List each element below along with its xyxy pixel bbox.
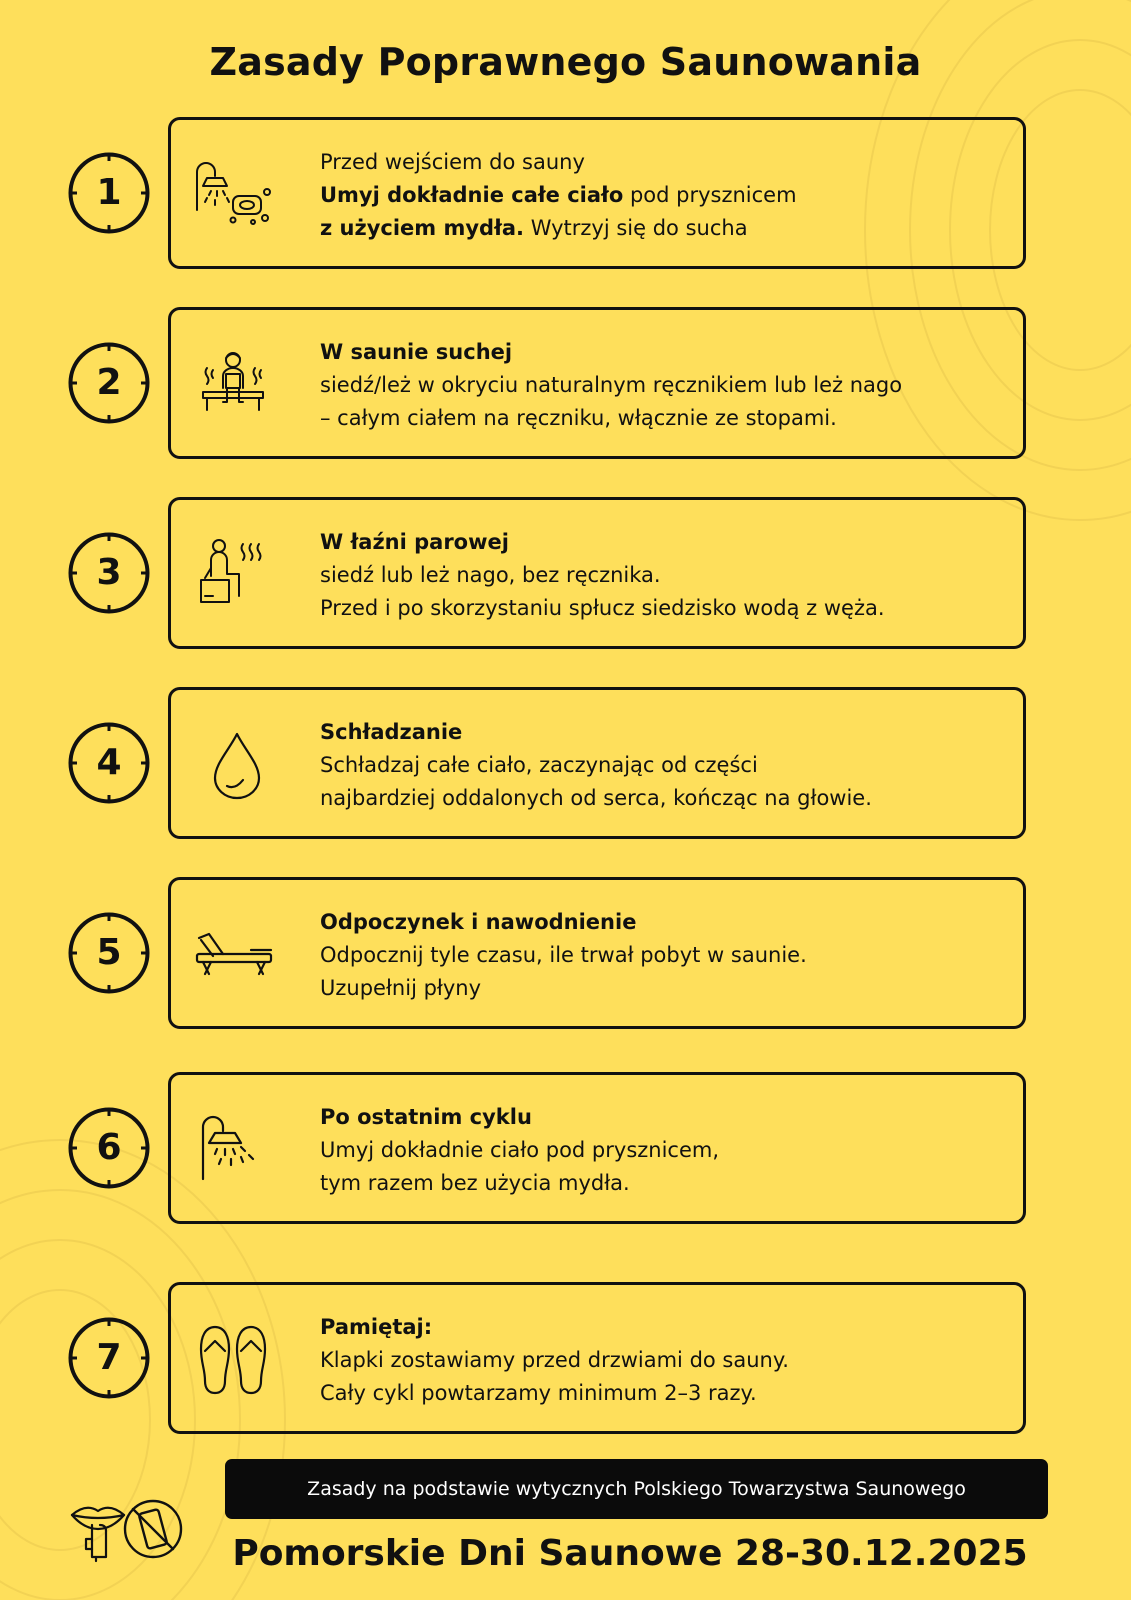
rule-text-segment: pod prysznicem	[623, 183, 797, 207]
person-in-steam-icon	[193, 538, 273, 610]
rule-number-badge	[67, 721, 151, 805]
rule-body-line: siedź lub leż nago, bez ręcznika.	[320, 563, 661, 587]
rule-number-badge	[67, 341, 151, 425]
rule-heading-text: Schładzanie	[320, 720, 463, 744]
rule-body-line: Uzupełnij płyny	[320, 976, 482, 1000]
rule-body-line: Cały cykl powtarzamy minimum 2–3 razy.	[320, 1381, 757, 1405]
rule-line	[320, 179, 1010, 212]
rule-number: 3	[96, 552, 122, 593]
rule-6	[0, 1072, 1131, 1232]
rule-body-line: Schładzaj całe ciało, zaczynając od części	[320, 753, 758, 777]
rule-card	[168, 307, 1026, 459]
flip-flops-icon	[193, 1323, 273, 1395]
rule-text	[320, 526, 1010, 625]
no-phone-icon	[121, 1495, 185, 1563]
rule-text	[320, 146, 1010, 245]
rule-heading	[320, 336, 1010, 369]
rule-2	[0, 307, 1131, 467]
rule-3	[0, 497, 1131, 657]
rule-text	[320, 716, 1010, 815]
rule-number: 6	[96, 1127, 122, 1168]
rule-number-badge	[67, 151, 151, 235]
rule-card	[168, 497, 1026, 649]
rule-heading	[320, 906, 1010, 939]
rule-heading	[320, 526, 1010, 559]
rule-body-line: – całym ciałem na ręczniku, włącznie ze stopami.	[320, 406, 837, 430]
water-drop-icon	[193, 728, 273, 800]
rule-line	[320, 212, 1010, 245]
rule-heading-text: Po ostatnim cyklu	[320, 1105, 532, 1129]
rule-number-badge	[67, 1106, 151, 1190]
rule-5	[0, 877, 1131, 1037]
page-title: Zasady Poprawnego Saunowania	[209, 40, 922, 84]
rule-text	[320, 336, 1010, 435]
rule-bold-segment: Umyj dokładnie całe ciało	[320, 183, 624, 207]
rule-line	[320, 146, 1010, 179]
sun-lounger-icon	[193, 918, 273, 990]
rule-heading-text: W łaźni parowej	[320, 530, 509, 554]
rule-heading	[320, 1101, 1010, 1134]
rule-text-segment: Wytrzyj się do sucha	[524, 216, 748, 240]
rule-heading-text: W saunie suchej	[320, 340, 513, 364]
rule-number: 2	[96, 362, 122, 403]
rule-body-line: Odpocznij tyle czasu, ile trwał pobyt w saunie.	[320, 943, 807, 967]
rule-heading-text: Odpoczynek i nawodnienie	[320, 910, 637, 934]
rule-number: 4	[96, 742, 122, 783]
rule-card	[168, 877, 1026, 1029]
rule-body-line: Klapki zostawiamy przed drzwiami do sauny.	[320, 1348, 789, 1372]
rule-text-segment: Przed wejściem do sauny	[320, 150, 585, 174]
rule-body-line: tym razem bez użycia mydła.	[320, 1171, 630, 1195]
rule-number-badge	[67, 531, 151, 615]
footer-source-note: Zasady na podstawie wytycznych Polskiego Towarzystwa Saunowego	[225, 1459, 1048, 1519]
rule-body-line: Przed i po skorzystaniu spłucz siedzisko wodą z węża.	[320, 596, 885, 620]
rule-1	[0, 117, 1131, 277]
rule-body-line: najbardziej oddalonych od serca, kończąc na głowie.	[320, 786, 872, 810]
rule-card	[168, 687, 1026, 839]
rule-number: 7	[96, 1337, 122, 1378]
rule-text	[320, 906, 1010, 1005]
rule-heading-text: Pamiętaj:	[320, 1315, 433, 1339]
rule-heading	[320, 1311, 1010, 1344]
rule-number: 5	[96, 932, 122, 973]
rule-heading	[320, 716, 1010, 749]
event-title: Pomorskie Dni Saunowe 28-30.12.2025	[232, 1533, 1028, 1574]
shower-soap-icon	[193, 158, 273, 230]
rule-number-badge	[67, 1316, 151, 1400]
rule-bold-segment: z użyciem mydła.	[320, 216, 525, 240]
rule-text	[320, 1311, 1010, 1410]
rule-body-line: siedź/leż w okryciu naturalnym ręcznikiem lub leż nago	[320, 373, 903, 397]
rule-card	[168, 1072, 1026, 1224]
rule-4	[0, 687, 1131, 847]
rule-card	[168, 117, 1026, 269]
shower-icon	[193, 1113, 273, 1185]
rule-number-badge	[67, 911, 151, 995]
person-on-sauna-bench-icon	[193, 348, 273, 420]
rule-text	[320, 1101, 1010, 1200]
rule-7	[0, 1282, 1131, 1442]
rule-number: 1	[96, 172, 122, 213]
rule-body-line: Umyj dokładnie ciało pod prysznicem,	[320, 1138, 720, 1162]
rule-card	[168, 1282, 1026, 1434]
